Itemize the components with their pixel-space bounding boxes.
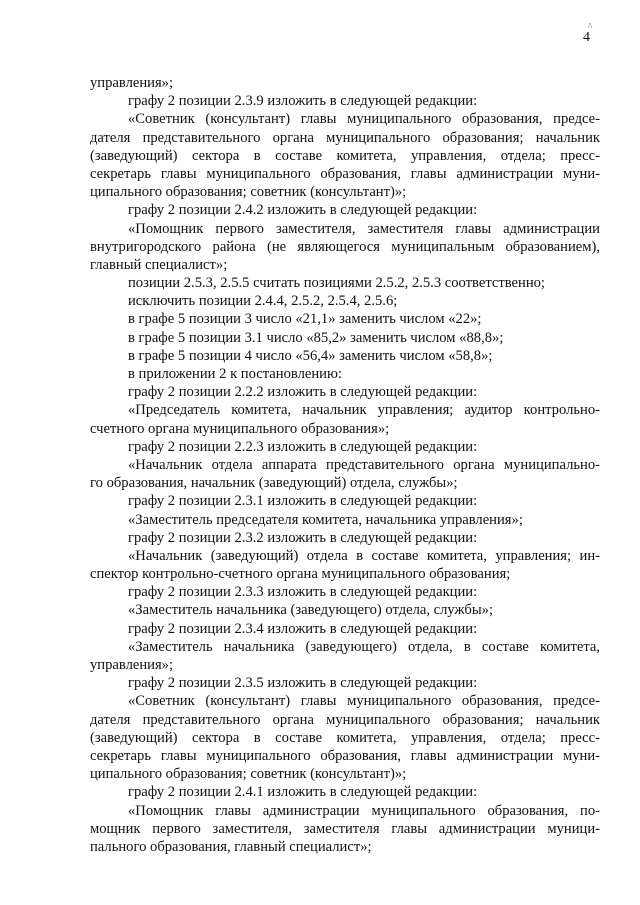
text-line: управления»; [90,75,174,91]
text-line: дателя представительного органа муниципального образования; начальник [90,711,600,728]
text-line: секретарь главы муниципального образования, главы администрации муни- [90,747,600,764]
text-line: «Советник (консультант) главы муниципального образования, предсе- [128,111,600,128]
text-line: управления»; [90,657,174,673]
text-line: счетного органа муниципального образования»; [90,420,390,437]
text-line: исключить позиции 2.4.4, 2.5.2, 2.5.4, 2.5.6; [128,293,398,310]
text-line: внутригородского района (не являющегося муниципальным образованием), [90,238,600,255]
text-line: «Помощник первого заместителя, заместителя главы администрации [128,220,600,237]
text-line: графу 2 позиции 2.3.9 изложить в следующей редакции: [128,93,478,110]
text-line: позиции 2.5.3, 2.5.5 считать позициями 2.5.2, 2.5.3 соответственно; [128,275,545,292]
text-line: «Заместитель начальника (заведующего) отдела, в составе комитета, [128,638,600,655]
text-line: секретарь главы муниципального образования, главы администрации муни- [90,165,600,182]
text-line: графу 2 позиции 2.4.2 изложить в следующей редакции: [128,202,478,219]
text-line: графу 2 позиции 2.3.5 изложить в следующей редакции: [128,675,478,692]
text-line: графу 2 позиции 2.3.2 изложить в следующей редакции: [128,529,478,546]
text-line: в графе 5 позиции 3.1 число «85,2» заменить числом «88,8»; [128,329,504,346]
text-line: дателя представительного органа муниципального образования; начальник [90,129,600,146]
text-line: ципального образования; советник (консультант)»; [90,184,407,201]
text-line: в графе 5 позиции 3 число «21,1» заменить числом «22»; [128,311,482,328]
text-line: спектор контрольно-счетного органа муниципального образования; [90,566,511,583]
text-line: «Начальник отдела аппарата представительного органа муниципально- [128,456,600,473]
page-number: 4 [583,30,590,45]
scan-mark: /\ [588,22,592,30]
text-line: «Помощник главы администрации муниципального образования, по- [128,802,600,819]
text-line: «Председатель комитета, начальник управления; аудитор контрольно- [128,402,600,419]
document-body [90,74,600,856]
text-line: мощник первого заместителя, заместителя главы администрации муници- [90,820,600,837]
text-line: графу 2 позиции 2.3.3 изложить в следующей редакции: [128,584,478,601]
text-line: «Советник (консультант) главы муниципального образования, предсе- [128,693,600,710]
text-line: графу 2 позиции 2.2.2 изложить в следующей редакции: [128,384,478,401]
text-line: «Начальник (заведующий) отдела в составе комитета, управления; ин- [128,547,600,564]
text-line: графу 2 позиции 2.4.1 изложить в следующей редакции: [128,784,478,801]
text-line: в графе 5 позиции 4 число «56,4» заменить числом «58,8»; [128,347,493,364]
text-line: (заведующий) сектора в составе комитета, управления, отдела; пресс- [90,147,600,164]
text-line: «Заместитель председателя комитета, начальника управления»; [128,511,523,528]
text-line: в приложении 2 к постановлению: [128,366,342,382]
text-line: главный специалист»; [90,256,228,273]
text-line: «Заместитель начальника (заведующего) отдела, службы»; [128,602,494,619]
text-line: (заведующий) сектора в составе комитета, управления, отдела; пресс- [90,729,600,746]
text-line: ципального образования; советник (консультант)»; [90,766,407,783]
text-line: графу 2 позиции 2.3.1 изложить в следующей редакции: [128,493,478,510]
text-line: го образования, начальник (заведующий) отдела, службы»; [90,475,458,492]
text-line: пального образования, главный специалист»; [90,838,372,855]
text-line: графу 2 позиции 2.3.4 изложить в следующей редакции: [128,620,478,637]
text-line: графу 2 позиции 2.2.3 изложить в следующей редакции: [128,438,478,455]
